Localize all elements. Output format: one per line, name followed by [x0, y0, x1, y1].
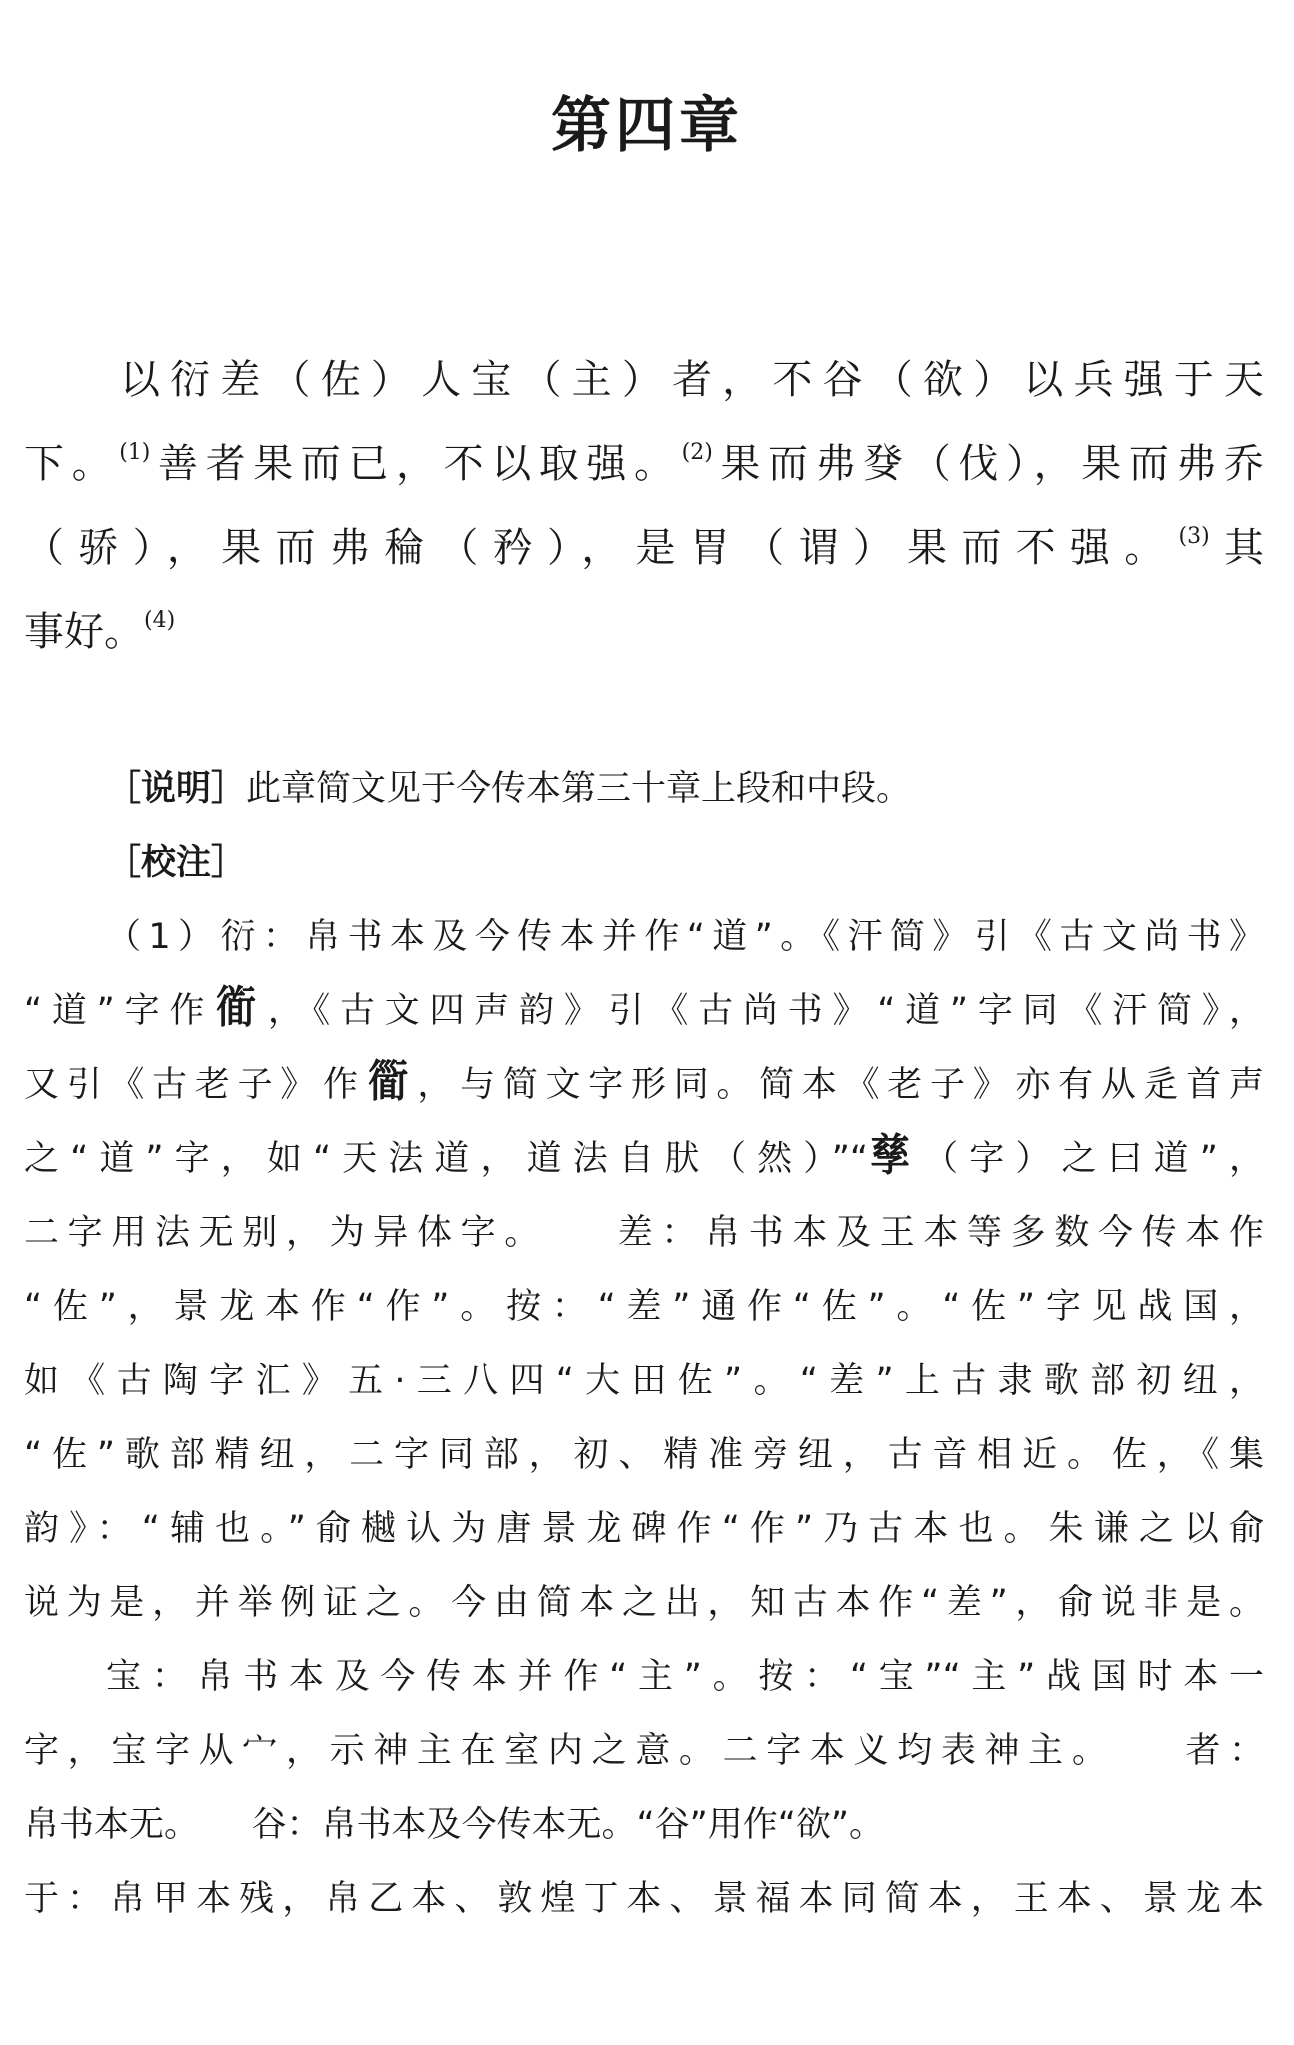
note-line	[24, 1270, 1264, 1344]
note-text: 韵》：“辅也。”俞樾认为唐景龙碑作“作”乃古本也。朱谦之以俞	[24, 1509, 1264, 1549]
notes-section	[24, 752, 1264, 1936]
note-line	[24, 1714, 1264, 1788]
note-text: “道”字作	[24, 991, 215, 1031]
footnote-marker: (1)	[119, 440, 151, 465]
note-line	[24, 1122, 1264, 1196]
note-text: 如《古陶字汇》五·三八四“大田佐”。“差”上古隶歌部初纽，	[24, 1361, 1264, 1401]
main-text-line	[24, 338, 1264, 422]
note-line	[24, 1196, 1264, 1270]
ancient-glyph-icon: 衜	[216, 982, 256, 1033]
note-line	[24, 1862, 1264, 1936]
footnote-marker: (3)	[1178, 524, 1210, 549]
footnote-marker: (4)	[144, 608, 176, 633]
explanation-label: ［说明］	[106, 769, 247, 809]
note-line	[24, 1048, 1264, 1122]
note-text: 说为是，并举例证之。今由简本之出，知古本作“差”，俞说非是。	[24, 1583, 1264, 1623]
chapter-title: 第四章	[551, 91, 743, 161]
main-text-line	[24, 590, 1264, 674]
main-text-line	[24, 422, 1264, 506]
main-text-segment: （骄），果而弗稐（矜），是胃（谓）果而不强。	[24, 525, 1179, 571]
note-line	[24, 1640, 1264, 1714]
explanation-text: 此章简文见于今传本第三十章上段和中段。	[246, 769, 912, 809]
main-text-segment: 果而弗癹（伐），果而弗乔	[712, 441, 1265, 487]
main-text-line	[24, 506, 1264, 590]
note-text: 宝：帛书本及今传本并作“主”。按：“宝”“主”战国时本一	[106, 1657, 1264, 1697]
note-line	[24, 900, 1264, 974]
main-text	[24, 338, 1264, 674]
note-line	[24, 1566, 1264, 1640]
note-text: 之“道”字，如“天法道，道法自肰（然）”“	[24, 1139, 869, 1179]
note-text: 二字用法无别，为异体字。 差：帛书本及王本等多数今传本作	[24, 1213, 1264, 1253]
note-text: （字）之曰道”，	[912, 1139, 1264, 1179]
main-text-segment: 其	[1209, 525, 1264, 571]
note-text: ，与简文字形同。简本《老子》亦有从辵首声	[409, 1065, 1264, 1105]
ancient-glyph-icon: 衟	[367, 1056, 408, 1107]
note-text: 帛书本无。 谷：帛书本及今传本无。“谷”用作“欲”。	[24, 1805, 885, 1845]
note-text: 字，宝字从宀，示神主在室内之意。二字本义均表神主。 者：	[24, 1731, 1264, 1771]
note-line	[24, 1344, 1264, 1418]
main-text-segment: 以衍差（佐）人宝（主）者，不谷（欲）以兵强于天	[120, 357, 1264, 403]
explanation-line	[24, 752, 1264, 826]
note-text: “佐”，景龙本作“作”。按：“差”通作“佐”。“佐”字见战国，	[24, 1287, 1264, 1327]
main-text-segment: 善者果而已，不以取强。	[150, 441, 682, 487]
note-line	[24, 974, 1264, 1048]
note-text: 于：帛甲本残，帛乙本、敦煌丁本、景福本同简本，王本、景龙本	[24, 1879, 1264, 1919]
note-text: 又引《古老子》作	[24, 1065, 366, 1105]
main-text-segment: 下。	[24, 441, 120, 487]
note-text: “佐”歌部精纽，二字同部，初、精准旁纽，古音相近。佐，《集	[24, 1435, 1264, 1475]
note-line	[24, 1788, 1264, 1862]
footnote-marker: (2)	[681, 440, 713, 465]
note-text: ，《古文四声韵》引《古尚书》“道”字同《汗简》，	[258, 991, 1264, 1031]
annotation-label: ［校注］	[106, 843, 247, 883]
note-line	[24, 1418, 1264, 1492]
annotation-heading	[24, 826, 1264, 900]
note-text: （1）衍：帛书本及今传本并作“道”。《汗简》引《古文尚书》	[106, 917, 1264, 957]
note-line	[24, 1492, 1264, 1566]
main-text-segment: 事好。	[24, 609, 144, 655]
ancient-glyph-icon: 孳	[870, 1130, 910, 1181]
